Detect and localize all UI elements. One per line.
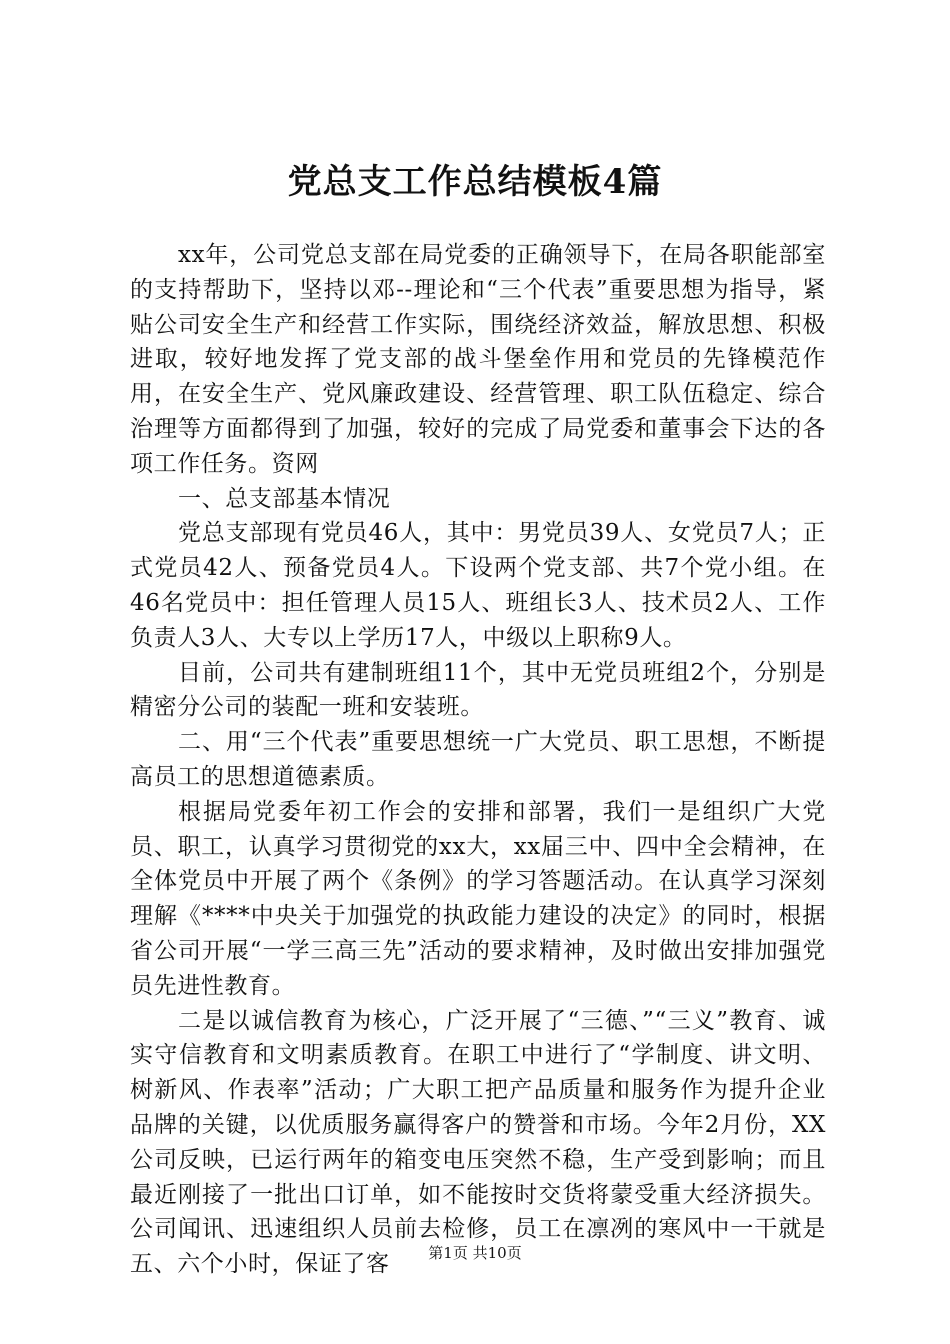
page-footer: 第1页 共10页 [428,1244,522,1262]
paragraph: 二是以诚信教育为核心，广泛开展了“三德、”“三义”教育、诚实守信教育和文明素质教育。在职工中进行了“学制度、讲文明、树新风、作表率”活动；广大职工把产品质量和服务作为提升企业品牌的关键，以优质服务赢得客户的赞誉和市场。今年2月份，XX公司反映，已运行两年的箱变电压突然不稳，生产受到影响；而且最近刚接了一批出口订单，如不能按时交货将蒙受重大经济损失。公司闻讯、迅速组织人员前去检修，员工在凛冽的寒风中一干就是五、六个小时，保证了客 [130,1007,826,1278]
paragraph: 党总支部现有党员46人，其中：男党员39人、女党员7人；正式党员42人、预备党员4人。下设两个党支部、共7个党小组。在46名党员中：担任管理人员15人、班组长3人、技术员2人、工作负责人3人、大专以上学历17人，中级以上职称9人。 [130,520,826,651]
paragraph: 根据局党委年初工作会的安排和部署，我们一是组织广大党员、职工，认真学习贯彻党的xx大，xx届三中、四中全会精神，在全体党员中开展了两个《条例》的学习答题活动。在认真学习深刻理解《****中央关于加强党的执政能力建设的决定》的同时，根据省公司开展“一学三高三先”活动的要求精神，及时做出安排加强党员先进性教育。 [130,798,826,999]
document-title: 党总支工作总结模板4篇 [287,162,663,202]
paragraph: xx年，公司党总支部在局党委的正确领导下，在局各职能部室的支持帮助下，坚持以邓--理论和“三个代表”重要思想为指导，紧贴公司安全生产和经营工作实际，围绕经济效益，解放思想、积极进取，较好地发挥了党支部的战斗堡垒作用和党员的先锋模范作用，在安全生产、党风廉政建设、经营管理、职工队伍稳定、综合治理等方面都得到了加强，较好的完成了局党委和董事会下达的各项工作任务。资网 [130,242,826,477]
section-heading: 二、用“三个代表”重要思想统一广大党员、职工思想，不断提高员工的思想道德素质。 [130,729,826,790]
section-heading: 一、总支部基本情况 [178,485,391,512]
paragraph: 目前，公司共有建制班组11个，其中无党员班组2个，分别是精密分公司的装配一班和安装班。 [130,659,826,721]
document-body [130,238,826,1282]
